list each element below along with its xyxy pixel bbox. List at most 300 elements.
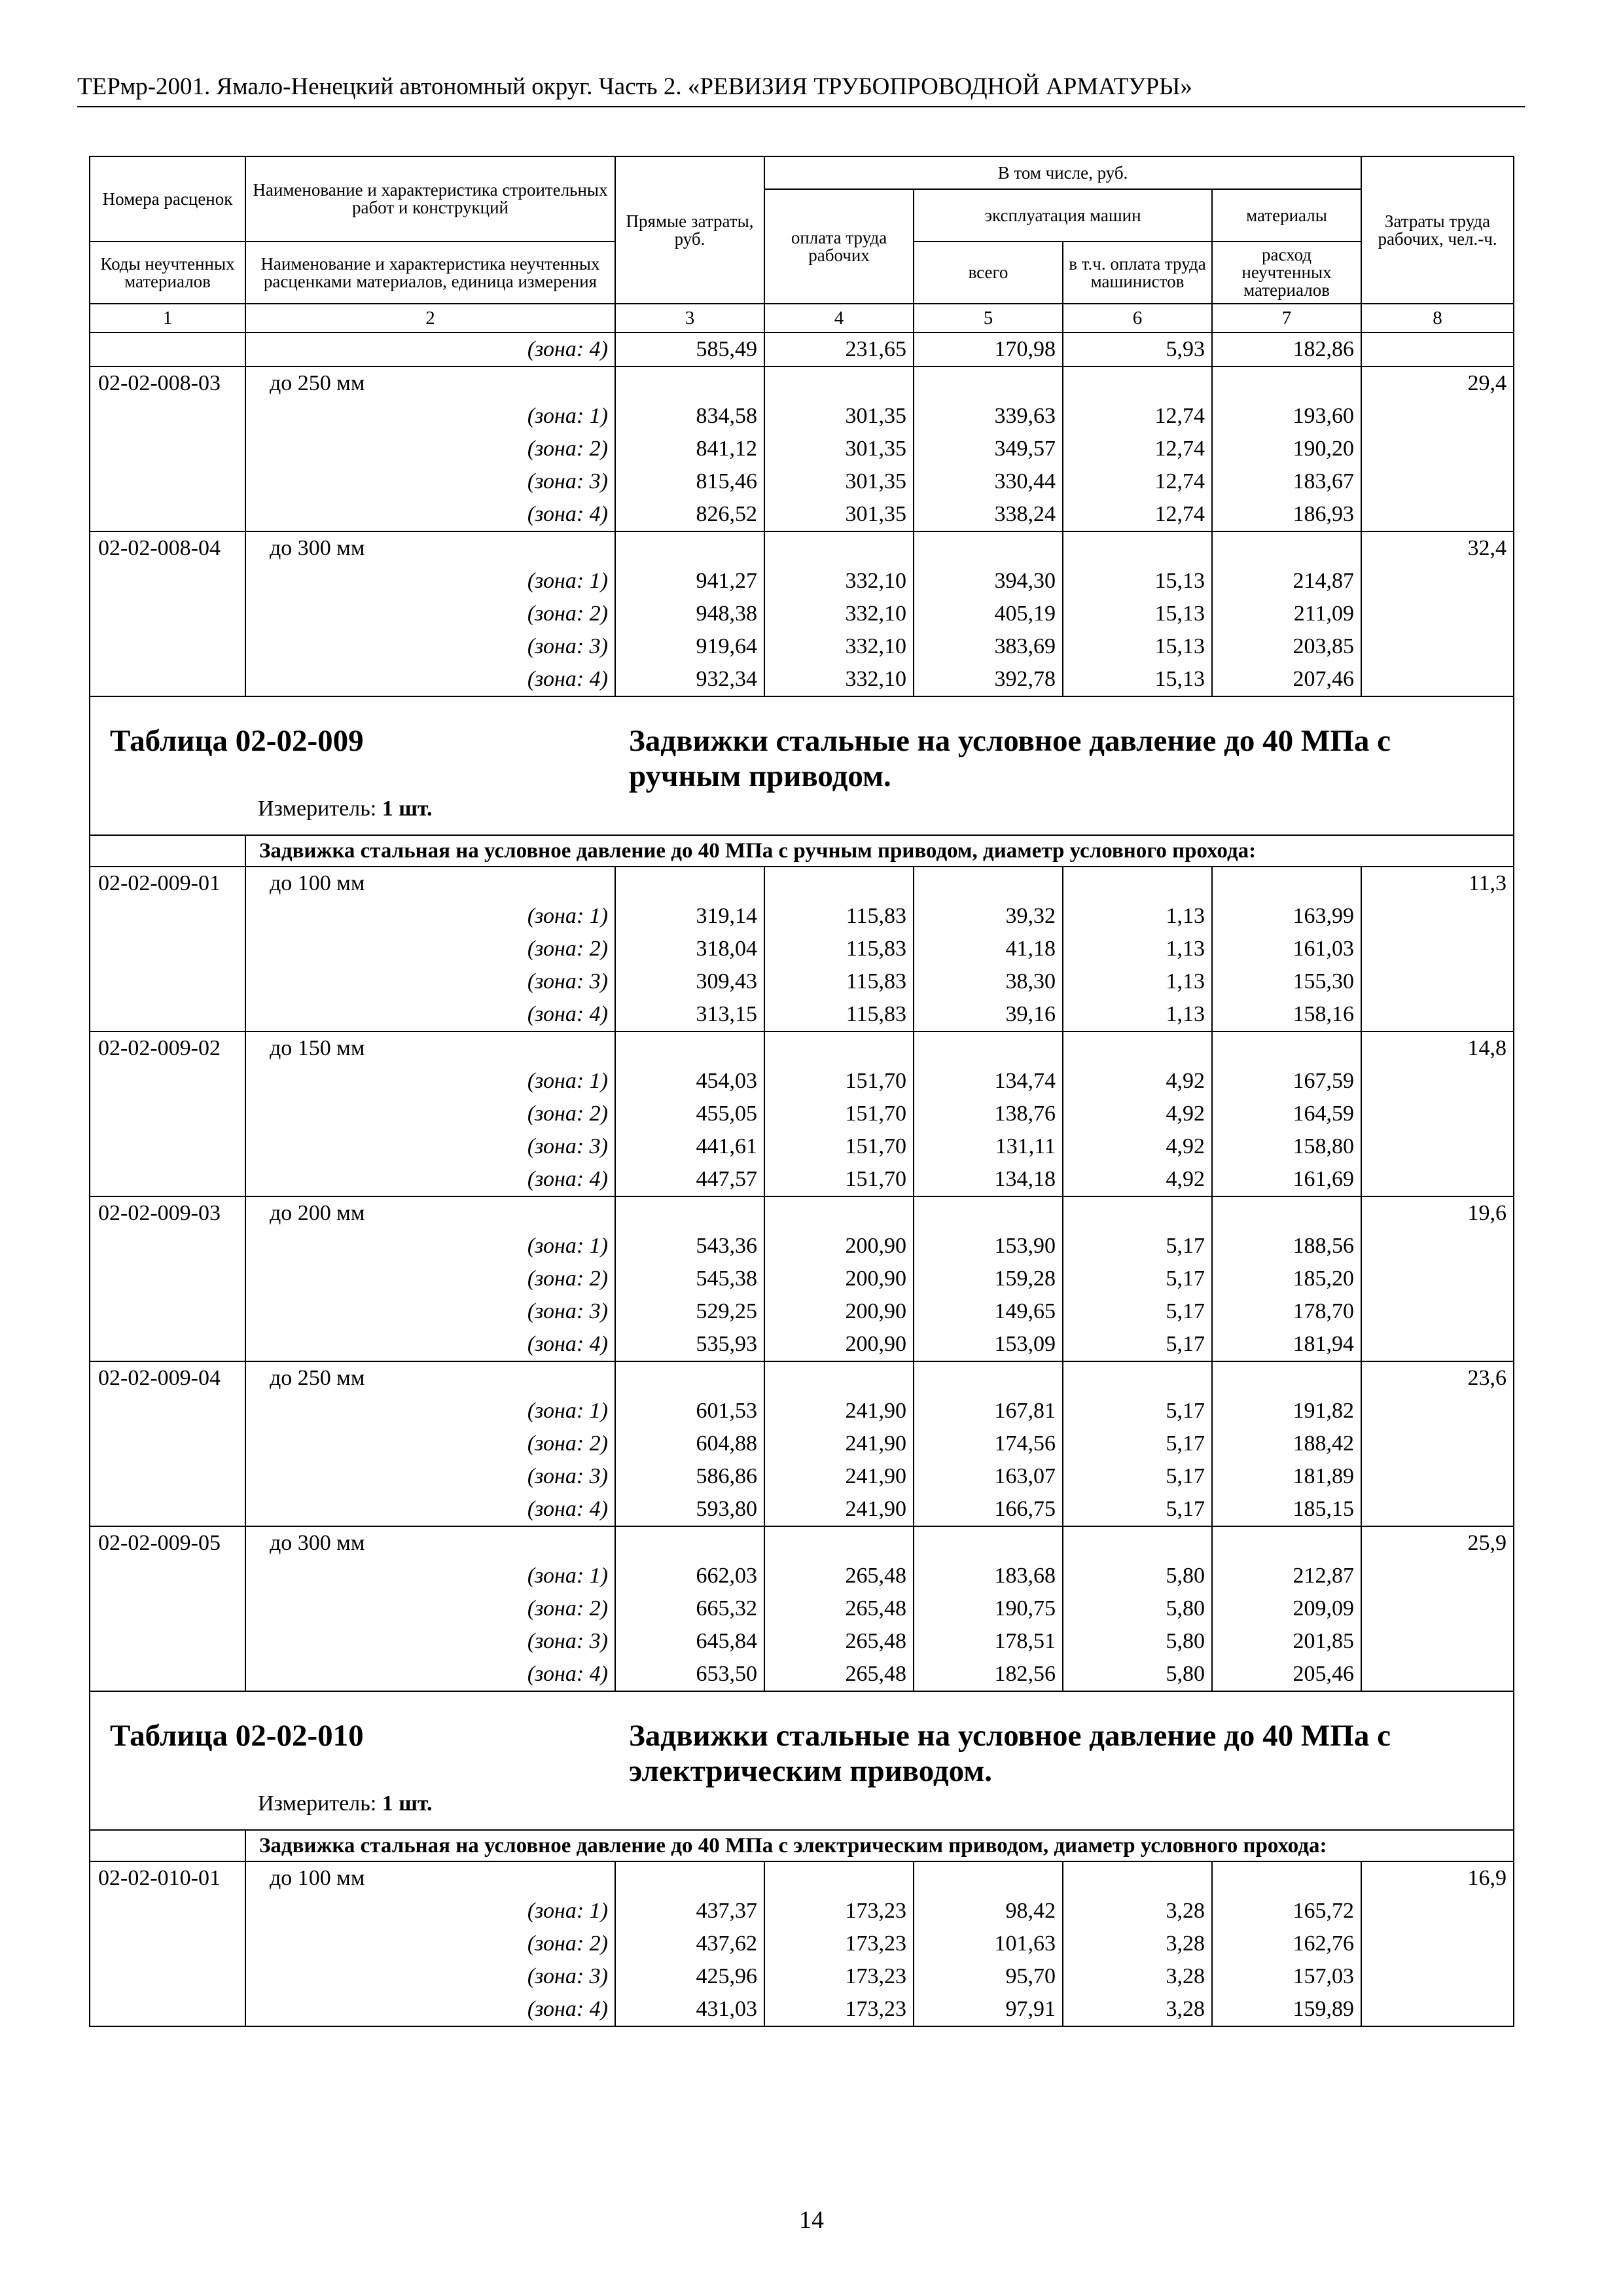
empty-cell: [1212, 531, 1361, 565]
materials-value: 201,85: [1212, 1625, 1361, 1658]
zone-label: (зона: 3): [245, 1460, 615, 1493]
machines-total-value: 41,18: [914, 933, 1063, 965]
direct-cost-value: 431,03: [615, 1993, 764, 2026]
empty-cell: [1063, 1526, 1212, 1560]
operator-pay-value: 3,28: [1063, 1928, 1212, 1960]
machines-total-value: 170,98: [914, 332, 1063, 367]
table-row: [90, 1098, 1514, 1130]
labor-cost-value: [1361, 1263, 1514, 1295]
table-code: Таблица 02-02-009: [110, 724, 364, 758]
rate-code: 02-02-009-01: [90, 867, 245, 900]
zone-label: (зона: 4): [245, 498, 615, 531]
page-header: ТЕРмр-2001. Ямало-Ненецкий автономный округ. Часть 2. «РЕВИЗИЯ ТРУБОПРОВОДНОЙ АРМАТУРЫ»: [77, 71, 1525, 107]
col5-header: всего: [914, 242, 1063, 304]
materials-value: 164,59: [1212, 1098, 1361, 1130]
table-title-cell: [90, 1691, 1514, 1830]
labor-cost-value: 16,9: [1361, 1861, 1514, 1895]
labor-cost-value: 11,3: [1361, 867, 1514, 900]
labor-pay-value: 151,70: [764, 1163, 914, 1196]
labor-cost-value: [1361, 1895, 1514, 1928]
operator-pay-value: 5,17: [1063, 1460, 1212, 1493]
labor-cost-value: [1361, 565, 1514, 598]
section-row: [90, 1830, 1514, 1861]
table-row: [90, 1031, 1514, 1065]
table-row: [90, 1328, 1514, 1361]
table-row: [90, 1526, 1514, 1560]
table-row: [90, 867, 1514, 900]
measure-label: Измеритель:: [258, 797, 377, 821]
labor-cost-value: [1361, 998, 1514, 1031]
operator-pay-value: 1,13: [1063, 933, 1212, 965]
code-cell: [90, 433, 245, 465]
operator-pay-value: 15,13: [1063, 598, 1212, 630]
labor-pay-value: 200,90: [764, 1295, 914, 1328]
col-number: 5: [914, 304, 1063, 332]
zone-label: (зона: 4): [245, 332, 615, 367]
machines-total-value: 95,70: [914, 1960, 1063, 1993]
code-cell: [90, 998, 245, 1031]
direct-cost-value: 932,34: [615, 663, 764, 696]
direct-cost-value: 662,03: [615, 1560, 764, 1592]
code-cell: [90, 1993, 245, 2026]
empty-cell: [764, 367, 914, 400]
zone-label: (зона: 2): [245, 1263, 615, 1295]
table-row: [90, 1895, 1514, 1928]
labor-pay-value: 332,10: [764, 565, 914, 598]
machines-total-value: 330,44: [914, 465, 1063, 498]
materials-value: 211,09: [1212, 598, 1361, 630]
labor-cost-value: [1361, 1993, 1514, 2026]
labor-cost-value: [1361, 1625, 1514, 1658]
operator-pay-value: 1,13: [1063, 965, 1212, 998]
operator-pay-value: 12,74: [1063, 498, 1212, 531]
direct-cost-value: 437,62: [615, 1928, 764, 1960]
table-row: [90, 1928, 1514, 1960]
zone-label: (зона: 3): [245, 465, 615, 498]
code-cell: [90, 1328, 245, 1361]
machines-total-value: 39,32: [914, 900, 1063, 933]
materials-value: 188,56: [1212, 1230, 1361, 1263]
col2-top-header: Наименование и характеристика строительных работ и конструкций: [245, 156, 615, 242]
machines-total-value: 38,30: [914, 965, 1063, 998]
labor-cost-value: [1361, 1065, 1514, 1098]
table-row: [90, 998, 1514, 1031]
labor-cost-value: 29,4: [1361, 367, 1514, 400]
code-cell: [90, 1895, 245, 1928]
col-number: 8: [1361, 304, 1514, 332]
measure-value: 1 шт.: [382, 1791, 433, 1816]
materials-value: 205,46: [1212, 1658, 1361, 1691]
materials-value: 182,86: [1212, 332, 1361, 367]
machines-total-value: 134,74: [914, 1065, 1063, 1098]
machines-total-value: 392,78: [914, 663, 1063, 696]
operator-pay-value: 15,13: [1063, 663, 1212, 696]
col-number: 6: [1063, 304, 1212, 332]
operator-pay-value: 5,80: [1063, 1625, 1212, 1658]
operator-pay-value: 1,13: [1063, 998, 1212, 1031]
item-name: до 100 мм: [245, 867, 615, 900]
direct-cost-value: 425,96: [615, 1960, 764, 1993]
operator-pay-value: 5,17: [1063, 1263, 1212, 1295]
materials-value: 167,59: [1212, 1065, 1361, 1098]
direct-cost-value: 586,86: [615, 1460, 764, 1493]
labor-cost-value: [1361, 1295, 1514, 1328]
labor-pay-value: 241,90: [764, 1427, 914, 1460]
item-name: до 200 мм: [245, 1196, 615, 1230]
materials-value: 185,20: [1212, 1263, 1361, 1295]
materials-value: 214,87: [1212, 565, 1361, 598]
labor-cost-value: [1361, 965, 1514, 998]
empty-cell: [914, 1861, 1063, 1895]
rate-code: 02-02-009-04: [90, 1361, 245, 1395]
labor-pay-value: 265,48: [764, 1658, 914, 1691]
labor-pay-value: 231,65: [764, 332, 914, 367]
zone-label: (зона: 1): [245, 900, 615, 933]
table-row: [90, 965, 1514, 998]
table-title-row: [90, 696, 1514, 835]
labor-cost-value: [1361, 630, 1514, 663]
zone-label: (зона: 4): [245, 1493, 615, 1526]
operator-pay-value: 3,28: [1063, 1960, 1212, 1993]
table-row: [90, 1395, 1514, 1427]
materials-value: 165,72: [1212, 1895, 1361, 1928]
labor-pay-value: 301,35: [764, 498, 914, 531]
operator-pay-value: 5,93: [1063, 332, 1212, 367]
code-cell: [90, 1960, 245, 1993]
labor-cost-value: [1361, 1560, 1514, 1592]
materials-value: 158,80: [1212, 1130, 1361, 1163]
labor-pay-value: 173,23: [764, 1993, 914, 2026]
empty-cell: [1063, 1361, 1212, 1395]
table-name: Задвижки стальные на условное давление до 40 МПа с ручным приводом.: [629, 724, 1391, 793]
machines-total-value: 153,09: [914, 1328, 1063, 1361]
direct-cost-value: 841,12: [615, 433, 764, 465]
empty-cell: [615, 1526, 764, 1560]
col6-header: в т.ч. оплата труда машинистов: [1063, 242, 1212, 304]
rate-code: 02-02-008-04: [90, 531, 245, 565]
empty-cell: [1063, 1196, 1212, 1230]
empty-cell: [1063, 1031, 1212, 1065]
labor-pay-value: 301,35: [764, 465, 914, 498]
labor-cost-value: 32,4: [1361, 531, 1514, 565]
direct-cost-value: 313,15: [615, 998, 764, 1031]
zone-label: (зона: 2): [245, 933, 615, 965]
zone-label: (зона: 4): [245, 1163, 615, 1196]
empty-cell: [764, 1861, 914, 1895]
table-row: [90, 1230, 1514, 1263]
zone-label: (зона: 1): [245, 1230, 615, 1263]
col-number: 2: [245, 304, 615, 332]
code-cell: [90, 1658, 245, 1691]
section-row: [90, 835, 1514, 867]
materials-value: 162,76: [1212, 1928, 1361, 1960]
table-row: [90, 1460, 1514, 1493]
empty-cell: [764, 1196, 914, 1230]
col4-header: оплата труда рабочих: [764, 189, 914, 304]
direct-cost-value: 318,04: [615, 933, 764, 965]
zone-label: (зона: 3): [245, 1960, 615, 1993]
labor-cost-value: [1361, 1592, 1514, 1625]
table-row: [90, 1493, 1514, 1526]
code-cell: [90, 965, 245, 998]
labor-cost-value: [1361, 1130, 1514, 1163]
measure: [258, 797, 433, 821]
labor-pay-value: 173,23: [764, 1895, 914, 1928]
table-row: [90, 1130, 1514, 1163]
code-cell: [90, 1295, 245, 1328]
table-row: [90, 1861, 1514, 1895]
labor-cost-value: [1361, 498, 1514, 531]
code-cell: [90, 1460, 245, 1493]
machines-total-value: 134,18: [914, 1163, 1063, 1196]
direct-cost-value: 447,57: [615, 1163, 764, 1196]
labor-pay-value: 173,23: [764, 1928, 914, 1960]
section-blank: [90, 835, 245, 867]
table-row: [90, 1065, 1514, 1098]
empty-cell: [615, 867, 764, 900]
table-row: [90, 1361, 1514, 1395]
empty-cell: [615, 1031, 764, 1065]
labor-pay-value: 151,70: [764, 1098, 914, 1130]
empty-cell: [1212, 367, 1361, 400]
code-cell: [90, 1098, 245, 1130]
operator-pay-value: 12,74: [1063, 465, 1212, 498]
direct-cost-value: 919,64: [615, 630, 764, 663]
operator-pay-value: 15,13: [1063, 565, 1212, 598]
operator-pay-value: 4,92: [1063, 1065, 1212, 1098]
rate-code: 02-02-009-05: [90, 1526, 245, 1560]
zone-label: (зона: 1): [245, 565, 615, 598]
materials-value: 191,82: [1212, 1395, 1361, 1427]
operator-pay-value: 3,28: [1063, 1993, 1212, 2026]
labor-pay-value: 241,90: [764, 1395, 914, 1427]
machines-total-value: 98,42: [914, 1895, 1063, 1928]
code-cell: [90, 598, 245, 630]
direct-cost-value: 543,36: [615, 1230, 764, 1263]
direct-cost-value: 545,38: [615, 1263, 764, 1295]
direct-cost-value: 437,37: [615, 1895, 764, 1928]
table-row: [90, 400, 1514, 433]
materials-value: 203,85: [1212, 630, 1361, 663]
direct-cost-value: 645,84: [615, 1625, 764, 1658]
item-name: до 100 мм: [245, 1861, 615, 1895]
labor-cost-value: [1361, 400, 1514, 433]
empty-cell: [914, 1526, 1063, 1560]
code-cell: [90, 1560, 245, 1592]
labor-cost-value: [1361, 1395, 1514, 1427]
operator-pay-value: 5,80: [1063, 1560, 1212, 1592]
direct-cost-value: 834,58: [615, 400, 764, 433]
table-code: Таблица 02-02-010: [110, 1719, 364, 1753]
section-heading: Задвижка стальная на условное давление до 40 МПа с ручным приводом, диаметр условного прохода:: [245, 835, 1514, 867]
materials-value: 186,93: [1212, 498, 1361, 531]
code-cell: [90, 1130, 245, 1163]
materials-value: 212,87: [1212, 1560, 1361, 1592]
empty-cell: [764, 1031, 914, 1065]
machines-total-value: 131,11: [914, 1130, 1063, 1163]
machines-total-value: 339,63: [914, 400, 1063, 433]
item-name: до 250 мм: [245, 1361, 615, 1395]
direct-cost-value: 535,93: [615, 1328, 764, 1361]
col1-top-header: Номера расценок: [90, 156, 245, 242]
empty-cell: [615, 1196, 764, 1230]
operator-pay-value: 5,17: [1063, 1395, 1212, 1427]
table-row: [90, 1163, 1514, 1196]
labor-pay-value: 332,10: [764, 663, 914, 696]
machines-total-value: 405,19: [914, 598, 1063, 630]
labor-cost-value: [1361, 663, 1514, 696]
operator-pay-value: 5,80: [1063, 1592, 1212, 1625]
code-cell: [90, 1163, 245, 1196]
table-title-cell: [90, 696, 1514, 835]
zone-label: (зона: 1): [245, 1395, 615, 1427]
direct-cost-value: 948,38: [615, 598, 764, 630]
code-cell: [90, 1928, 245, 1960]
machines-total-value: 39,16: [914, 998, 1063, 1031]
labor-pay-value: 301,35: [764, 433, 914, 465]
table-row: [90, 900, 1514, 933]
direct-cost-value: 441,61: [615, 1130, 764, 1163]
table-title: [103, 717, 1500, 828]
machines-total-value: 97,91: [914, 1993, 1063, 2026]
col3-header: Прямые затраты, руб.: [615, 156, 764, 304]
table-row: [90, 465, 1514, 498]
direct-cost-value: 653,50: [615, 1658, 764, 1691]
labor-pay-value: 200,90: [764, 1230, 914, 1263]
table-row: [90, 433, 1514, 465]
operator-pay-value: 4,92: [1063, 1098, 1212, 1130]
materials-value: 188,42: [1212, 1427, 1361, 1460]
machines-total-value: 174,56: [914, 1427, 1063, 1460]
materials-value: 181,94: [1212, 1328, 1361, 1361]
operator-pay-value: 4,92: [1063, 1130, 1212, 1163]
section-heading: Задвижка стальная на условное давление до 40 МПа с электрическим приводом, диаметр условного прохода:: [245, 1830, 1514, 1861]
materials-value: 207,46: [1212, 663, 1361, 696]
empty-cell: [615, 367, 764, 400]
materials-value: 190,20: [1212, 433, 1361, 465]
table-title-row: [90, 1691, 1514, 1830]
empty-cell: [914, 531, 1063, 565]
operator-pay-value: 5,17: [1063, 1230, 1212, 1263]
table-row: [90, 1993, 1514, 2026]
zone-label: (зона: 2): [245, 598, 615, 630]
table-row: [90, 367, 1514, 400]
materials-value: 193,60: [1212, 400, 1361, 433]
machines-total-value: 149,65: [914, 1295, 1063, 1328]
labor-cost-value: [1361, 1658, 1514, 1691]
col2-bottom-header: Наименование и характеристика неучтенных расценками материалов, единица измерения: [245, 242, 615, 304]
labor-pay-value: 241,90: [764, 1460, 914, 1493]
direct-cost-value: 815,46: [615, 465, 764, 498]
direct-cost-value: 309,43: [615, 965, 764, 998]
labor-cost-value: 14,8: [1361, 1031, 1514, 1065]
machines-total-value: 178,51: [914, 1625, 1063, 1658]
empty-cell: [1212, 1526, 1361, 1560]
code-cell: [90, 933, 245, 965]
section-blank: [90, 1830, 245, 1861]
materials-value: 161,03: [1212, 933, 1361, 965]
machines-header: эксплуатация машин: [914, 189, 1212, 242]
machines-total-value: 349,57: [914, 433, 1063, 465]
labor-cost-value: [1361, 1163, 1514, 1196]
empty-cell: [914, 1361, 1063, 1395]
table-title: [103, 1712, 1500, 1823]
table-row: [90, 498, 1514, 531]
table-row: [90, 332, 1514, 367]
materials-value: 185,15: [1212, 1493, 1361, 1526]
direct-cost-value: 529,25: [615, 1295, 764, 1328]
materials-value: 155,30: [1212, 965, 1361, 998]
table-row: [90, 1592, 1514, 1625]
zone-label: (зона: 3): [245, 1295, 615, 1328]
table-row: [90, 531, 1514, 565]
zone-label: (зона: 3): [245, 1625, 615, 1658]
zone-label: (зона: 1): [245, 1560, 615, 1592]
empty-cell: [1212, 1196, 1361, 1230]
empty-cell: [914, 867, 1063, 900]
labor-pay-value: 115,83: [764, 965, 914, 998]
direct-cost-value: 585,49: [615, 332, 764, 367]
zone-label: (зона: 4): [245, 1993, 615, 2026]
zone-label: (зона: 2): [245, 1928, 615, 1960]
code-cell: [90, 1263, 245, 1295]
table-row: [90, 933, 1514, 965]
code-cell: [90, 565, 245, 598]
direct-cost-value: 593,80: [615, 1493, 764, 1526]
machines-total-value: 190,75: [914, 1592, 1063, 1625]
labor-pay-value: 173,23: [764, 1960, 914, 1993]
machines-total-value: 167,81: [914, 1395, 1063, 1427]
operator-pay-value: 5,17: [1063, 1427, 1212, 1460]
empty-cell: [615, 531, 764, 565]
machines-total-value: 101,63: [914, 1928, 1063, 1960]
table-row: [90, 565, 1514, 598]
operator-pay-value: 15,13: [1063, 630, 1212, 663]
materials-value: 209,09: [1212, 1592, 1361, 1625]
labor-cost-value: [1361, 900, 1514, 933]
code-cell: [90, 1592, 245, 1625]
materials-value: 158,16: [1212, 998, 1361, 1031]
empty-cell: [914, 367, 1063, 400]
materials-value: 161,69: [1212, 1163, 1361, 1196]
labor-cost-value: [1361, 1230, 1514, 1263]
col-number: 3: [615, 304, 764, 332]
item-name: до 300 мм: [245, 531, 615, 565]
table-name: Задвижки стальные на условное давление до 40 МПа с электрическим приводом.: [629, 1719, 1391, 1788]
table-row: [90, 1295, 1514, 1328]
direct-cost-value: 319,14: [615, 900, 764, 933]
materials-value: 181,89: [1212, 1460, 1361, 1493]
code-cell: [90, 1230, 245, 1263]
labor-cost-value: [1361, 933, 1514, 965]
empty-cell: [1063, 867, 1212, 900]
labor-pay-value: 115,83: [764, 933, 914, 965]
empty-cell: [1212, 1361, 1361, 1395]
machines-total-value: 163,07: [914, 1460, 1063, 1493]
operator-pay-value: 12,74: [1063, 400, 1212, 433]
code-cell: [90, 1427, 245, 1460]
zone-label: (зона: 4): [245, 998, 615, 1031]
zone-label: (зона: 2): [245, 1427, 615, 1460]
empty-cell: [1212, 1861, 1361, 1895]
direct-cost-value: 455,05: [615, 1098, 764, 1130]
col-number: 4: [764, 304, 914, 332]
empty-cell: [764, 1526, 914, 1560]
labor-pay-value: 332,10: [764, 630, 914, 663]
col-number: 7: [1212, 304, 1361, 332]
machines-total-value: 138,76: [914, 1098, 1063, 1130]
zone-label: (зона: 2): [245, 1592, 615, 1625]
